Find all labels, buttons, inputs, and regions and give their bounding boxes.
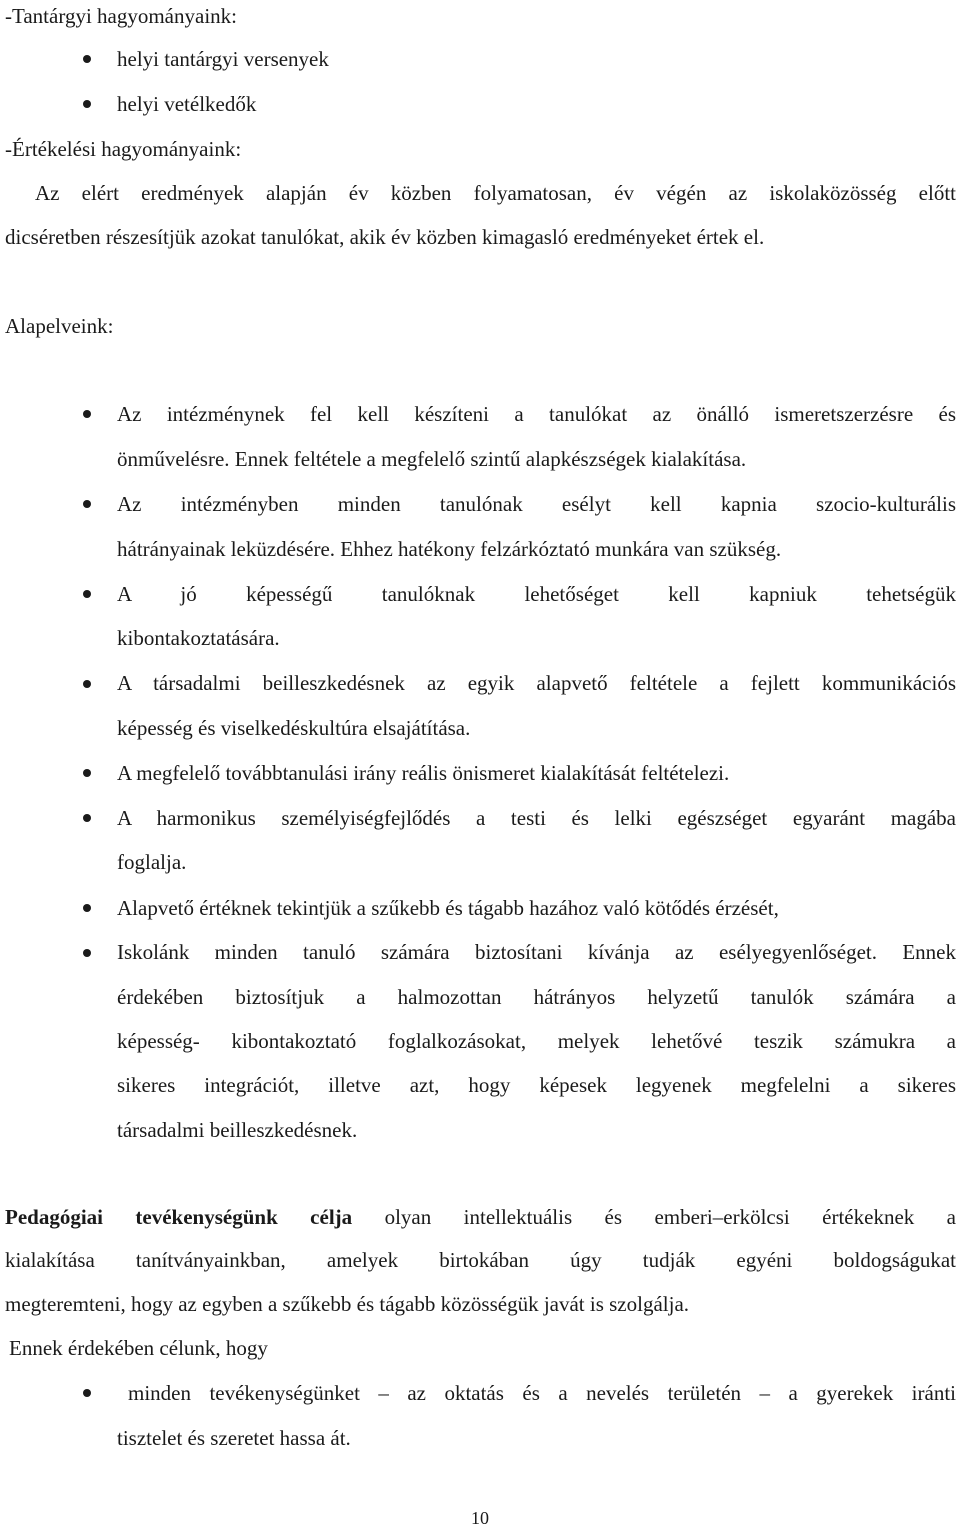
bullet-icon (83, 904, 91, 912)
section-heading-evaluation-traditions: -Értékelési hagyományaink: (5, 137, 242, 161)
section-heading-principles: Alapelveink: (5, 314, 114, 338)
page-number: 10 (471, 1508, 489, 1528)
list-item-line: tisztelet és szeretet hassa át. (117, 1426, 351, 1450)
list-item-line: Az intézménynek fel kell készíteni a tanulókat az önálló ismeretszerzésre és (117, 402, 956, 426)
list-item: helyi vetélkedők (117, 92, 257, 116)
bullet-icon (83, 100, 91, 108)
list-item-line: Az intézményben minden tanulónak esélyt kell kapnia szocio-kulturális (117, 492, 956, 516)
goal-paragraph-line: Ennek érdekében célunk, hogy (9, 1336, 268, 1360)
list-item-line: kibontakoztatására. (117, 626, 280, 650)
list-item-line: A harmonikus személyiségfejlődés a testi és lelki egészséget egyaránt magába (117, 806, 956, 830)
goal-text: olyan intellektuális és emberi–erkölcsi értékeknek a (384, 1205, 957, 1229)
list-item-line: sikeres integrációt, illetve azt, hogy képesek legyenek megfelelni a sikeres (117, 1073, 956, 1097)
paragraph-line: dicséretben részesítjük azokat tanulókat, akik év közben kimagasló eredményeket értek el. (5, 225, 765, 249)
list-item-line: A jó képességű tanulóknak lehetőséget kell kapniuk tehetségük (117, 582, 956, 606)
goal-emphasis: Pedagógiai tevékenységünk célja (5, 1205, 353, 1229)
goal-paragraph-line: megteremteni, hogy az egyben a szűkebb és tágabb közösségük javát is szolgálja. (5, 1292, 690, 1316)
bullet-icon (83, 55, 91, 63)
list-item-line: érdekében biztosítjuk a halmozottan hátrányos helyzetű tanulók számára a (117, 985, 956, 1009)
list-item-line: A társadalmi beilleszkedésnek az egyik alapvető feltétele a fejlett kommunikációs (117, 671, 956, 695)
list-item-line: társadalmi beilleszkedésnek. (117, 1118, 358, 1142)
goal-paragraph-line (5, 1207, 956, 1228)
list-item-line: foglalja. (117, 850, 187, 874)
list-item-line: Alapvető értéknek tekintjük a szűkebb és tágabb hazához való kötődés érzését, (117, 896, 779, 920)
bullet-icon (83, 680, 91, 688)
list-item-line: képesség- kibontakoztató foglalkozásokat, melyek lehetővé teszik számukra a (117, 1029, 956, 1053)
bullet-icon (83, 769, 91, 777)
section-heading-subject-traditions: -Tantárgyi hagyományaink: (5, 4, 237, 28)
list-item-line: Iskolánk minden tanuló számára biztosítani kívánja az esélyegyenlőséget. Ennek (117, 940, 956, 964)
bullet-icon (83, 949, 91, 957)
list-item-line: képesség és viselkedéskultúra elsajátítása. (117, 716, 471, 740)
bullet-icon (83, 500, 91, 508)
bullet-icon (83, 590, 91, 598)
list-item-line: önművelésre. Ennek feltétele a megfelelő szintű alapkészségek kialakítása. (117, 447, 747, 471)
list-item-line: A megfelelő továbbtanulási irány reális önismeret kialakítását feltételezi. (117, 761, 730, 785)
bullet-icon (83, 410, 91, 418)
bullet-icon (83, 814, 91, 822)
paragraph-line: Az elért eredmények alapján év közben folyamatosan, év végén az iskolaközösség előtt (35, 181, 956, 205)
goal-paragraph-line: kialakítása tanítványainkban, amelyek birtokában úgy tudják egyéni boldogságukat (5, 1248, 956, 1272)
list-item-line: hátrányainak leküzdésére. Ehhez hatékony felzárkóztató munkára van szükség. (117, 537, 782, 561)
list-item: helyi tantárgyi versenyek (117, 47, 329, 71)
bullet-icon (83, 1389, 91, 1397)
list-item-line: minden tevékenységünket – az oktatás és a nevelés területén – a gyerekek iránti (128, 1381, 956, 1405)
